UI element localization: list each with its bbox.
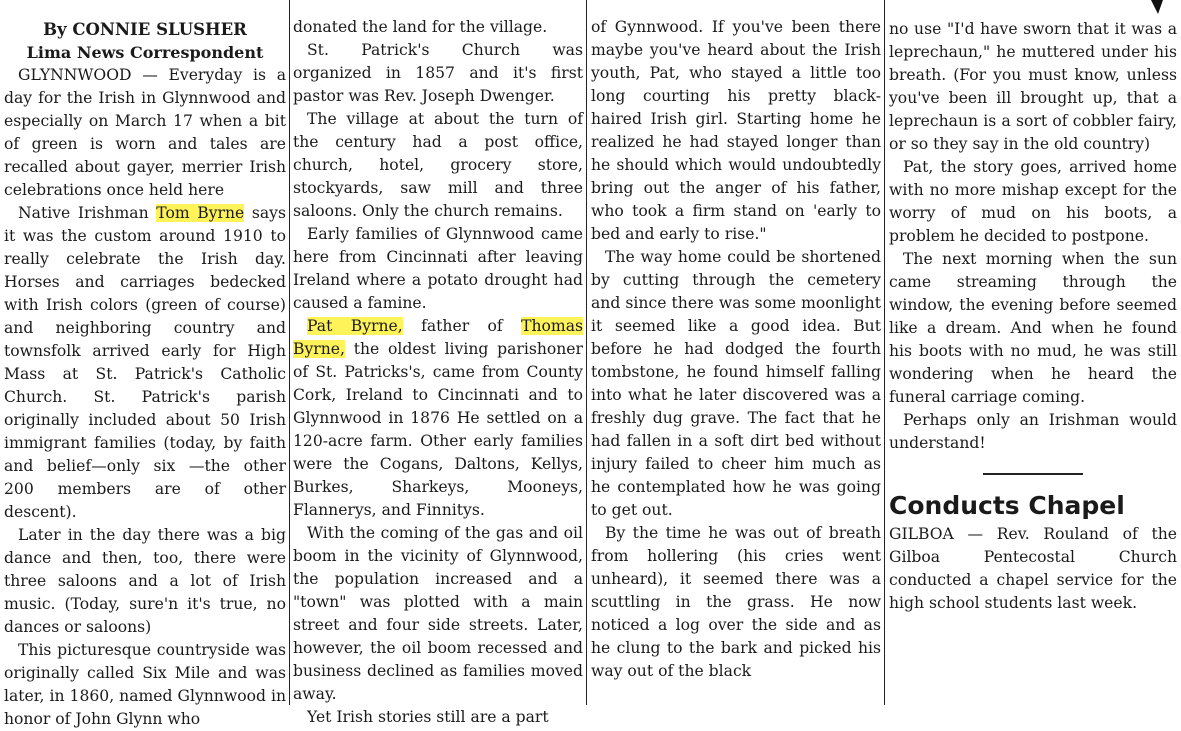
article-paragraph: St. Patrick's Church was organized in 1857 and it's first pastor was Rev. Joseph Dwenger. bbox=[293, 41, 583, 105]
article-paragraph: donated the land for the village. bbox=[293, 18, 548, 36]
highlighted-name: Pat Byrne, bbox=[307, 317, 403, 335]
text-run: says it was the custom around 1910 to really celebrate the Irish day. Horses and carriages bedecked with Irish colors (green of course) and neighboring country and townsfolk arrived early for High Mass at St. Patrick's Catholic Church. St. Patrick's parish originally included about 50 Irish immigrant families (today, by faith and belief—only six —the other 200 members are of other descent). bbox=[4, 204, 286, 521]
article-paragraph: no use "I'd have sworn that it was a leprechaun," he muttered under his breath. (For you must know, unless you've been ill brought up, that a leprechaun is a sort of cobbler fairy, or so they say in the old country) bbox=[889, 20, 1177, 153]
section-divider bbox=[983, 473, 1083, 475]
article-paragraph: of Gynnwood. If you've been there maybe you've heard about the Irish youth, Pat, who stayed a little too long courting his pretty black-haired Irish girl. Starting home he realized he had stayed longer than he should which would undoubtedly bring out the anger of his father, who took a firm stand on 'early to bed and early to rise." bbox=[591, 18, 881, 243]
article-paragraph bbox=[293, 315, 583, 522]
article-paragraph: This picturesque countryside was originally called Six Mile and was later, in 1860, named Glynnwood in honor of John Glynn who bbox=[4, 641, 286, 728]
article-paragraph: By the time he was out of breath from hollering (his cries went unheard), it seemed there was a scuttling in the grass. He now noticed a log over the side and as he clung to the bark and picked his way out of the black bbox=[591, 524, 881, 680]
article-paragraph: The next morning when the sun came streaming through the window, the evening before seemed like a dream. And when he found his boots with no mud, he was still wondering when he heard the funeral carriage coming. bbox=[889, 250, 1177, 406]
text-run: the oldest living parishoner of St. Patricks's, came from County Cork, Ireland to Cincinnati and to Glynnwood in 1876 He settled on a 120-acre farm. Other early families were the Cogans, Daltons, Kellys, Burkes, Sharkeys, Mooneys, Flannerys, and Finnitys. bbox=[293, 340, 583, 519]
column-rule-1 bbox=[289, 0, 290, 705]
article-paragraph: GLYNNWOOD — Everyday is a day for the Irish in Glynnwood and especially on March 17 when a bit of green is worn and tales are recalled about gayer, merrier Irish celebrations once held here bbox=[4, 66, 286, 199]
byline: By CONNIE SLUSHER bbox=[43, 20, 247, 39]
text-run: father of bbox=[402, 317, 522, 335]
highlighted-name: Tom Byrne bbox=[156, 204, 245, 222]
article-paragraph: The village at about the turn of the century had a post office, church, hotel, grocery store, stockyards, saw mill and three saloons. Only the church remains. bbox=[293, 110, 583, 220]
column-rule-2 bbox=[586, 0, 587, 705]
text-run: Native Irishman bbox=[18, 204, 157, 222]
article-column-4 bbox=[889, 18, 1177, 709]
column-rule-3 bbox=[884, 0, 885, 705]
article-paragraph: Early families of Glynnwood came here from Cincinnati after leaving Ireland where a potato drought had caused a famine. bbox=[293, 225, 583, 312]
byline-credit: Lima News Correspondent bbox=[26, 43, 264, 62]
brief-headline: Conducts Chapel bbox=[889, 491, 1125, 520]
article-paragraph: With the coming of the gas and oil boom in the vicinity of Glynnwood, the population increased and a "town" was plotted with a main street and four side streets. Later, however, the oil boom recessed and business declined as families moved away. bbox=[293, 524, 583, 703]
article-paragraph: The way home could be shortened by cutting through the cemetery and since there was some moonlight it seemed like a good idea. But before he had dodged the fourth tombstone, he found himself falling into what he later discovered was a freshly dug grave. The fact that he had fallen in a soft dirt bed without injury failed to cheer him much as he contemplated how he was going to get out. bbox=[591, 248, 881, 519]
article-paragraph: Perhaps only an Irishman would understand! bbox=[889, 411, 1177, 452]
highlighted-name: Thomas Byrne, bbox=[293, 317, 584, 358]
article-column-1 bbox=[4, 18, 286, 728]
article-paragraph: Yet Irish stories still are a part bbox=[307, 708, 549, 726]
article-column-3 bbox=[591, 16, 881, 707]
article-paragraph: Later in the day there was a big dance and then, too, there were three saloons and a lot of Irish music. (Today, sure'n it's true, no dances or saloons) bbox=[4, 526, 286, 636]
article-paragraph bbox=[4, 202, 286, 524]
article-column-2 bbox=[293, 16, 584, 726]
article-paragraph: Pat, the story goes, arrived home with no more mishap except for the worry of mud on his boots, a problem he decided to postpone. bbox=[889, 158, 1177, 245]
brief-body: GILBOA — Rev. Rouland of the Gilboa Pentecostal Church conducted a chapel service for the high school students last week. bbox=[889, 525, 1177, 612]
